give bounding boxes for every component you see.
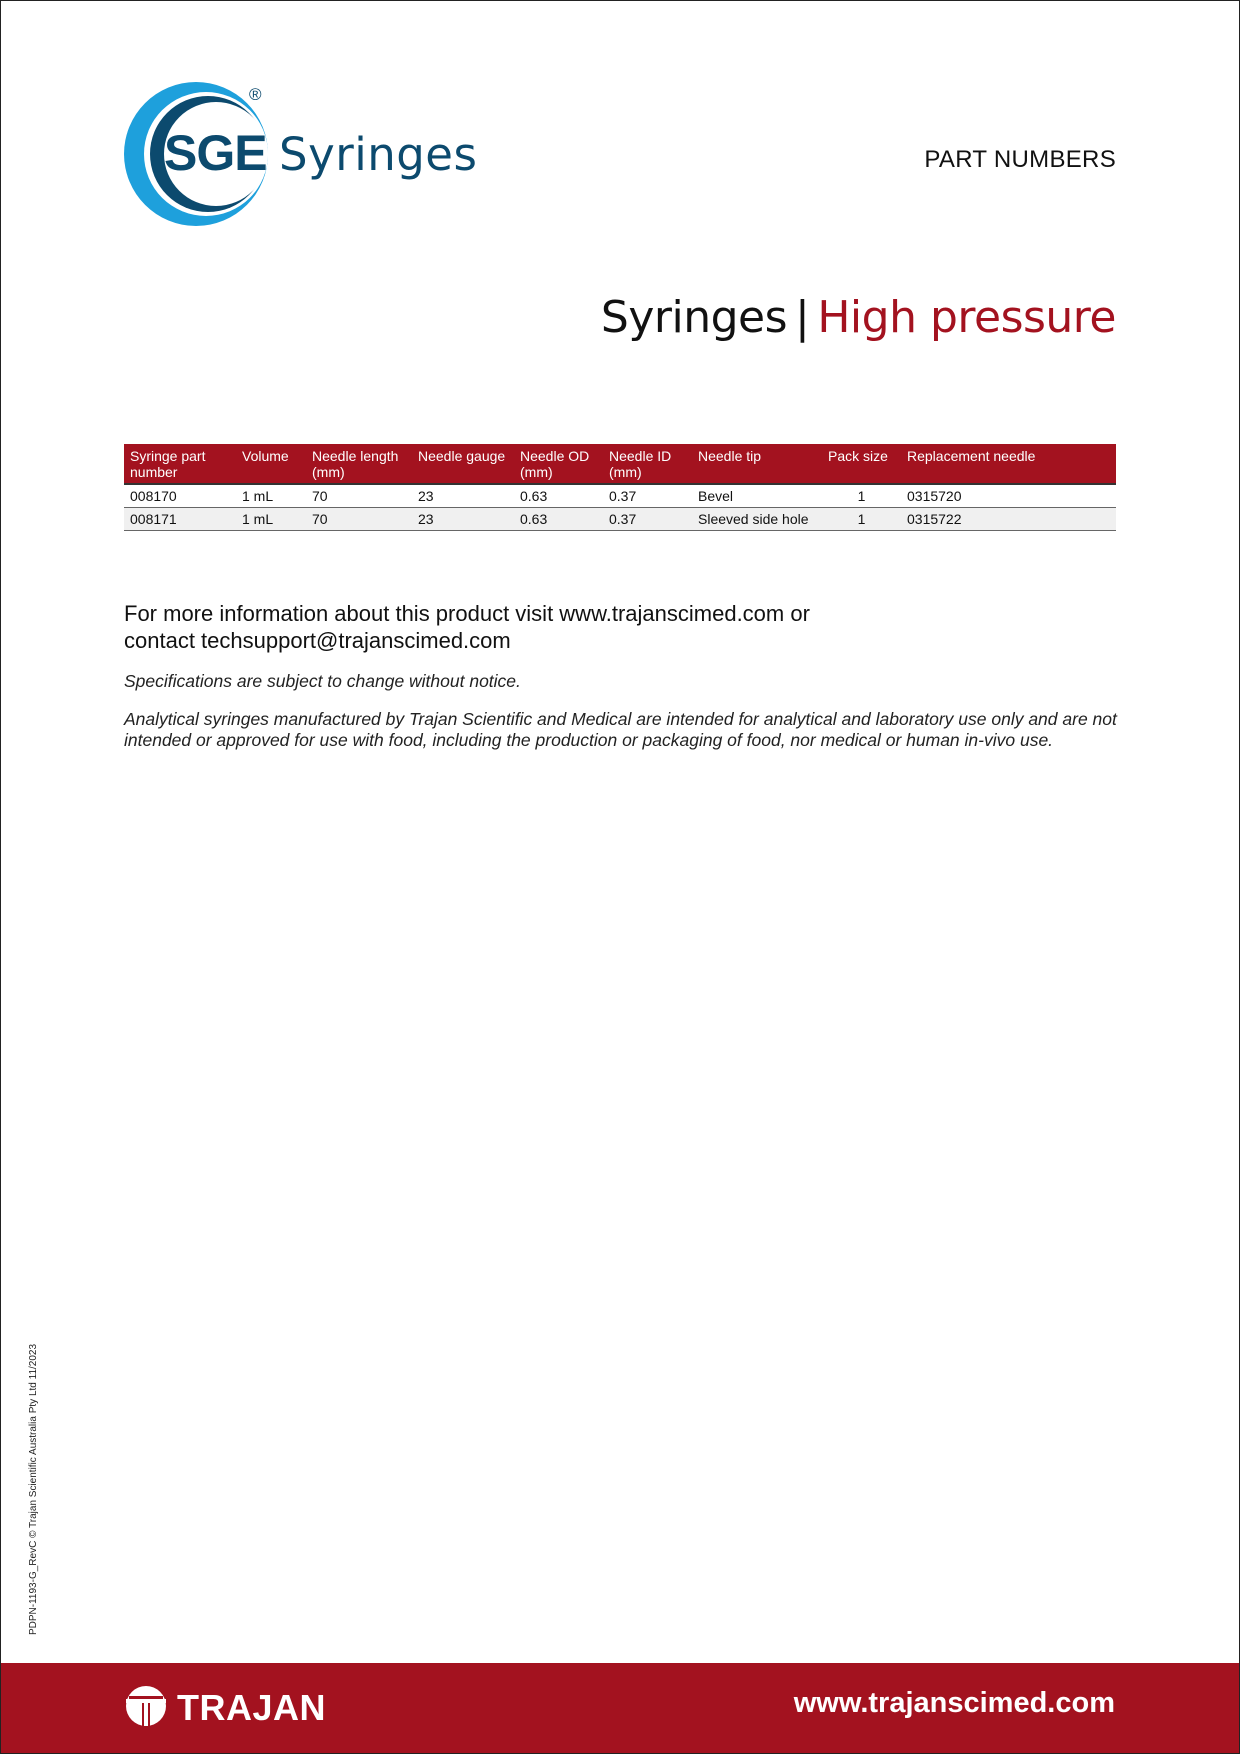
- table-row: [124, 484, 1116, 508]
- table-header-row: [124, 444, 1116, 484]
- title-sub: High pressure: [817, 292, 1116, 343]
- cell-needle-id: 0.37: [603, 484, 692, 508]
- cell-pack-size: 1: [822, 508, 901, 531]
- doc-type-label: PART NUMBERS: [924, 146, 1116, 173]
- cell-needle-gauge: 23: [412, 484, 514, 508]
- cell-needle-length: 70: [306, 484, 412, 508]
- spec-notice: Specifications are subject to change without notice.: [124, 671, 521, 691]
- cell-needle-length: 70: [306, 508, 412, 531]
- cell-replacement-needle: 0315720: [901, 484, 1116, 508]
- col-header: Needle tip: [692, 444, 822, 484]
- sge-syringes-logo: [124, 80, 484, 230]
- cell-needle-id: 0.37: [603, 508, 692, 531]
- cell-volume: 1 mL: [236, 508, 306, 531]
- more-info-line-1: For more information about this product visit www.trajanscimed.com or: [124, 601, 810, 626]
- cell-part-number: 008170: [124, 484, 236, 508]
- title-separator: |: [795, 292, 810, 343]
- document-code: PDPN-1193-G_RevC © Trajan Scientific Australia Pty Ltd 11/2023: [28, 1343, 39, 1635]
- col-header: Needle OD (mm): [514, 444, 603, 484]
- disclaimer: Analytical syringes manufactured by Trajan Scientific and Medical are intended for analytical and laboratory use only and are not intended or approved for use with food, including the production or packaging of food, nor medical or human in-vivo use.: [124, 709, 1117, 750]
- cell-needle-tip: Bevel: [692, 484, 822, 508]
- cell-volume: 1 mL: [236, 484, 306, 508]
- footer-url-link[interactable]: www.trajanscimed.com: [793, 1687, 1115, 1719]
- page-title: [601, 292, 1116, 343]
- cell-needle-od: 0.63: [514, 484, 603, 508]
- cell-pack-size: 1: [822, 484, 901, 508]
- col-header: Syringe part number: [124, 444, 236, 484]
- cell-needle-tip: Sleeved side hole: [692, 508, 822, 531]
- table-row: [124, 508, 1116, 531]
- registered-mark: ®: [249, 85, 262, 104]
- more-info: [124, 600, 884, 654]
- cell-part-number: 008171: [124, 508, 236, 531]
- col-header: Needle gauge: [412, 444, 514, 484]
- trajan-wordmark: TRAJAN: [177, 1687, 327, 1728]
- logo-sge-text: SGE: [164, 125, 267, 181]
- col-header: Replacement needle: [901, 444, 1116, 484]
- cell-replacement-needle: 0315722: [901, 508, 1116, 531]
- footer-bar: [1, 1663, 1239, 1753]
- logo-syringes-text: Syringes: [279, 128, 478, 181]
- part-numbers-table: [124, 444, 1116, 531]
- col-header: Needle length (mm): [306, 444, 412, 484]
- col-header: Volume: [236, 444, 306, 484]
- col-header: Pack size: [822, 444, 901, 484]
- title-main: Syringes: [600, 292, 787, 343]
- cell-needle-gauge: 23: [412, 508, 514, 531]
- cell-needle-od: 0.63: [514, 508, 603, 531]
- trajan-mark-icon: [125, 1685, 167, 1727]
- more-info-line-2: contact techsupport@trajanscimed.com: [124, 628, 511, 653]
- col-header: Needle ID (mm): [603, 444, 692, 484]
